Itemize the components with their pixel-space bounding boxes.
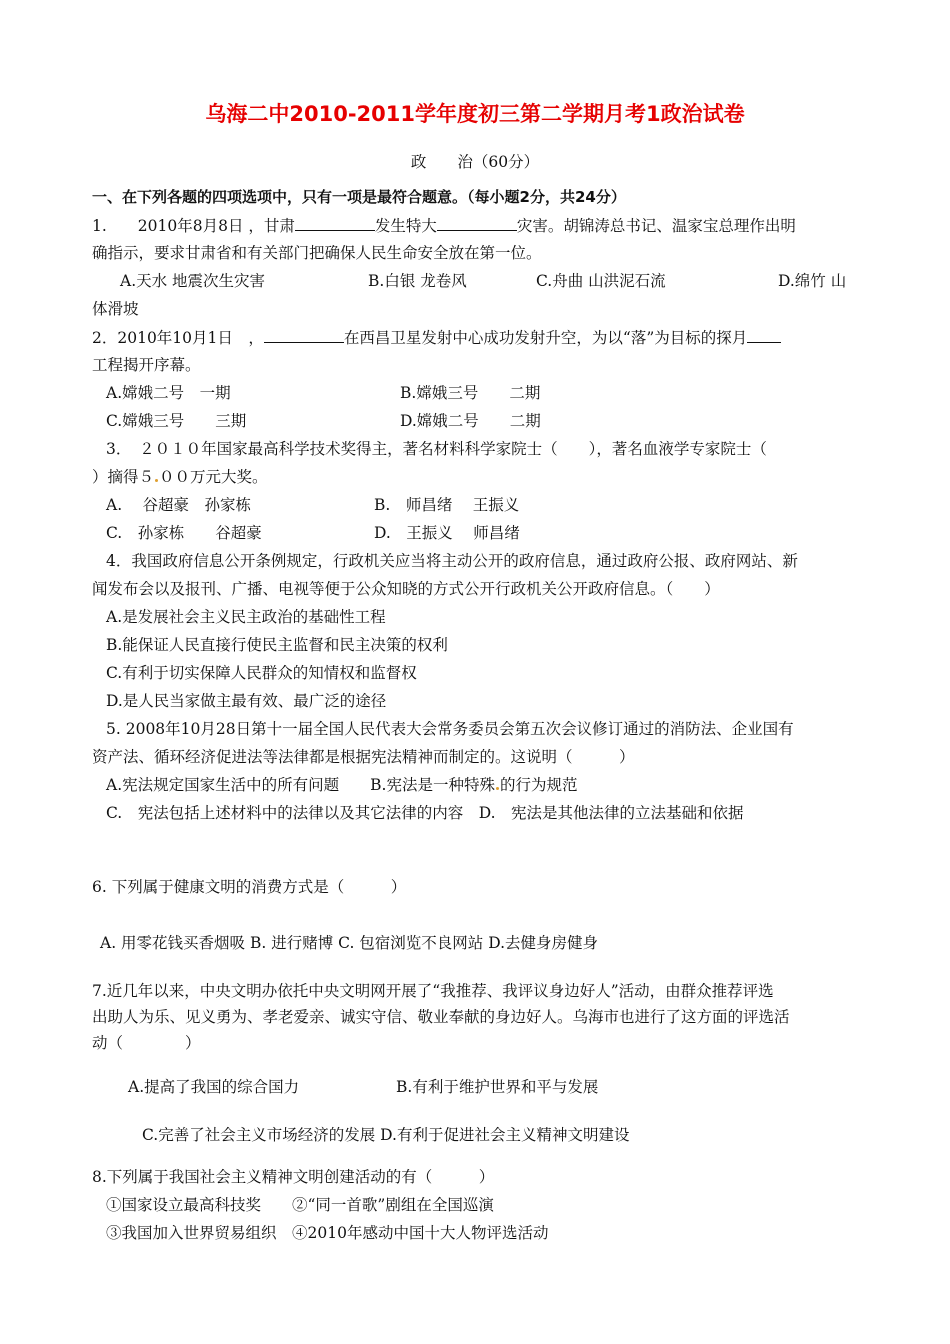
q1-text-c: 灾害。胡锦涛总书记、温家宝总理作出明: [516, 217, 796, 235]
q1-line-2: 确指示，要求甘肃省和有关部门把确保人民生命安全放在第一位。: [92, 244, 542, 262]
q3-option-d: D. 王振义 师昌绪: [374, 524, 520, 542]
section-heading: 一、在下列各题的四项选项中，只有一项是最符合题意。（每小题2分，共24分）: [92, 188, 626, 206]
q6-options: A. 用零花钱买香烟吸 B. 进行赌博 C. 包宿浏览不良网站 D.去健身房健身: [100, 934, 599, 952]
exam-title: 乌海二中2010-2011学年度初三第二学期月考1政治试卷: [205, 102, 745, 126]
q5-line-2: 资产法、循环经济促进法等法律都是根据宪法精神而制定的。这说明（ ）: [92, 748, 635, 766]
q1-option-b: B.白银 龙卷风: [368, 272, 467, 290]
q1-option-d-cont: 体滑坡: [92, 300, 139, 318]
question-2-stem: [92, 326, 781, 349]
q8-items-1-2: ①国家设立最高科技奖 ②“同一首歌”剧组在全国巡演: [106, 1196, 494, 1214]
q2-option-a: A.嫦娥二号 一期: [106, 384, 231, 402]
q4-option-c: C.有利于切实保障人民群众的知情权和监督权: [106, 664, 417, 682]
q3-option-c: C. 孙家栋 谷超豪: [106, 524, 262, 542]
q8-items-3-4: ③我国加入世界贸易组织 ④2010年感动中国十大人物评选活动: [106, 1224, 549, 1242]
q3-line-2: [92, 466, 268, 488]
q3-text-a: ）摘得５: [92, 468, 155, 486]
q3-option-b: B. 师昌绪 王振义: [374, 496, 520, 514]
q7-line-2: 出助人为乐、见义勇为、孝老爱亲、诚实守信、敬业奉献的身边好人。乌海市也进行了这方面的评选活: [92, 1008, 790, 1026]
highlight-dot: [496, 787, 499, 790]
q3-option-a: A. 谷超豪 孙家栋: [106, 496, 252, 514]
q2-line-2: 工程揭开序幕。: [92, 356, 201, 374]
q2-option-d: D.嫦娥二号 二期: [400, 412, 541, 430]
q7-option-a: A.提高了我国的综合国力: [128, 1078, 300, 1096]
question-7-stem: 7.近几年以来，中央文明办依托中央文明网开展了“我推荐、我评议身边好人”活动，由群众推荐评选: [92, 982, 774, 1000]
q5-options-cd: C. 宪法包括上述材料中的法律以及其它法律的内容 D. 宪法是其他法律的立法基础和依据: [106, 804, 744, 822]
q2-option-b: B.嫦娥三号 二期: [400, 384, 541, 402]
question-8-stem: 8.下列属于我国社会主义精神文明创建活动的有（ ）: [92, 1168, 495, 1186]
q7-line-3: 动（ ）: [92, 1034, 201, 1052]
answer-blank: [747, 326, 781, 343]
exam-subtitle: 政 治（60分）: [410, 153, 540, 171]
q2-text-a: 2．2010年10月1日 ，: [92, 329, 264, 347]
q4-option-b: B.能保证人民直接行使民主监督和民主决策的权利: [106, 636, 448, 654]
q4-line-2: 闻发布会以及报刊、广播、电视等便于公众知晓的方式公开行政机关公开政府信息。（ ）: [92, 580, 720, 598]
q4-option-d: D.是人民当家做主最有效、最广泛的途径: [106, 692, 387, 710]
question-6-stem: 6. 下列属于健康文明的消费方式是（ ）: [92, 878, 407, 896]
q3-text-b: ００万元大奖。: [159, 468, 268, 486]
q7-option-b: B.有利于维护世界和平与发展: [396, 1078, 599, 1096]
q5-options-ab-text-a: A.宪法规定国家生活中的所有问题 B.宪法是一种特殊: [106, 776, 495, 794]
q1-text-a: 1. 2010年8月8日 ，甘肃: [92, 217, 295, 235]
q5-options-ab-text-b: 的行为规范: [499, 776, 578, 794]
q1-option-c: C.舟曲 山洪泥石流: [536, 272, 666, 290]
question-4-stem: 4．我国政府信息公开条例规定，行政机关应当将主动公开的政府信息，通过政府公报、政府网站、新: [106, 552, 798, 570]
q1-option-d: D.绵竹 山: [778, 272, 847, 290]
question-5-stem: 5. 2008年10月28日第十一届全国人民代表大会常务委员会第五次会议修订通过的消防法、企业国有: [106, 720, 794, 738]
answer-blank: [264, 326, 344, 343]
highlight-dot: [155, 479, 158, 482]
q1-text-b: 发生特大: [374, 217, 437, 235]
q2-option-c: C.嫦娥三号 三期: [106, 412, 247, 430]
question-3-stem: 3． ２０１０年国家最高科学技术奖得主，著名材料科学家院士（ ），著名血液学专家院士（: [106, 440, 767, 458]
q2-text-b: 在西昌卫星发射中心成功发射升空，为以“落”为目标的探月: [343, 329, 748, 347]
question-1-stem: [92, 214, 796, 237]
answer-blank: [295, 214, 375, 231]
q1-option-a: A.天水 地震次生灾害: [120, 272, 266, 290]
q7-options-cd: C.完善了社会主义市场经济的发展 D.有利于促进社会主义精神文明建设: [142, 1126, 630, 1144]
answer-blank: [437, 214, 517, 231]
q5-options-ab: [106, 774, 577, 796]
q4-option-a: A.是发展社会主义民主政治的基础性工程: [106, 608, 386, 626]
